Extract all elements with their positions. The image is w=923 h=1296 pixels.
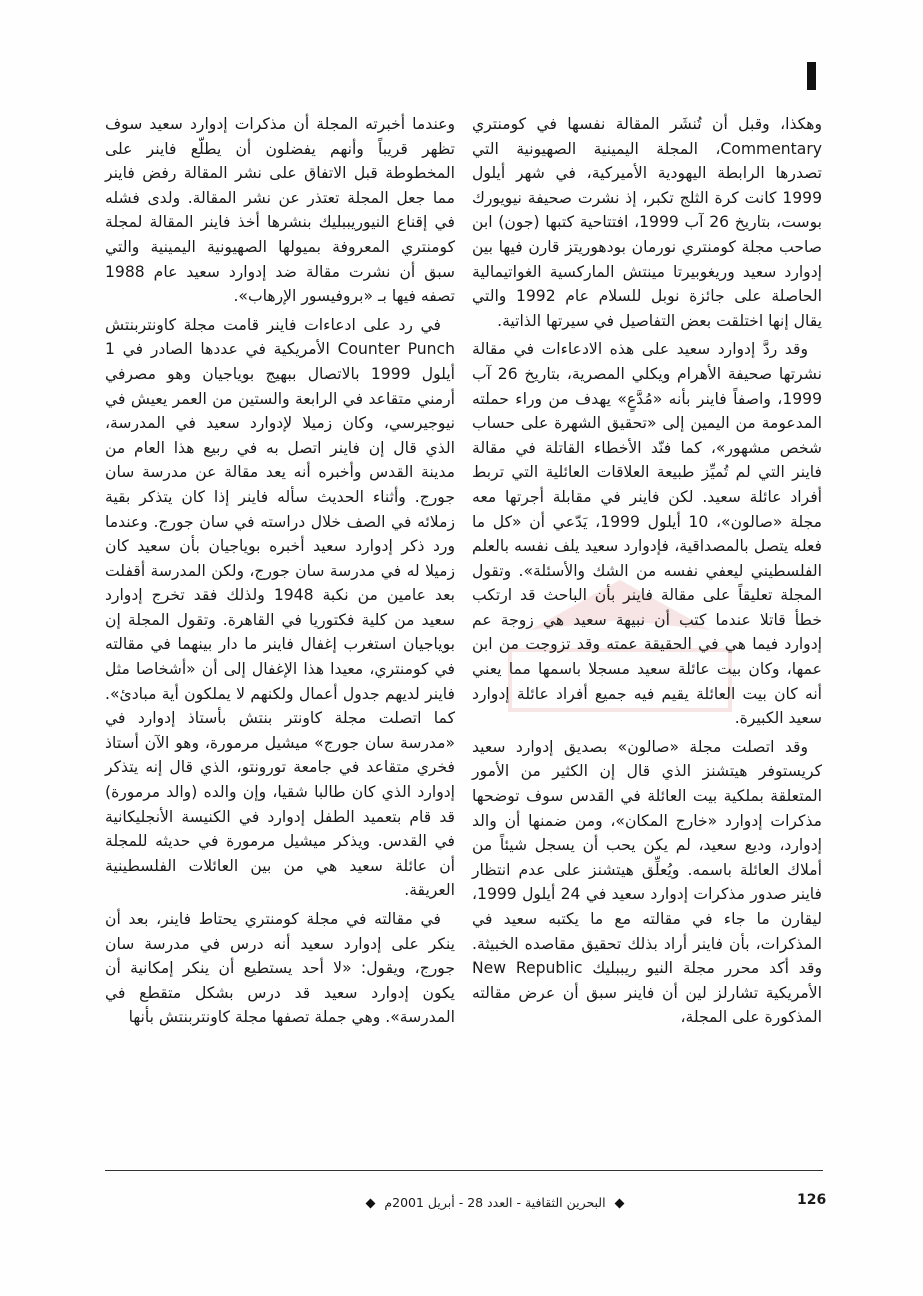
- right-column: [472, 112, 822, 1034]
- diamond-icon: [614, 1199, 624, 1209]
- section-marker: [807, 62, 816, 90]
- page-number: 126: [797, 1192, 827, 1208]
- footer-divider: [105, 1170, 823, 1171]
- footer-text: البحرين الثقافية - العدد 28 - أبريل 2001م: [384, 1195, 606, 1210]
- left-paragraph-1: وعندما أخبرته المجلة أن مذكرات إدوارد سعيد سوف تظهر قريباً وأنهم يفضلون أن يطلّع فاينر على المخطوطة قبل الاتفاق على نشر المقالة رفض فاينر مما جعل المجلة تعتذر عن نشر المقالة. ولدى فشله في إقناع النيوريببليك بنشرها أخذ فاينر المقالة لمجلة كومنتري المعروفة بميولها الصهيونية اليمينية والتي سبق أن نشرت مقالة ضد إدوارد سعيد عام 1988 تصفه فيها بـ «بروفيسور الإرهاب».: [105, 115, 455, 306]
- left-column: [105, 112, 455, 1034]
- right-paragraph-1: وهكذا، وقبل أن تُنشَر المقالة نفسها في كومنتري Commentary، المجلة اليمينية الصهيونية التي تصدرها الرابطة اليهودية الأميركية، في شهر أيلول 1999 كانت كرة الثلج تكبر، إذ نشرت صحيفة نيويورك بوست، بتاريخ 26 آب 1999، افتتاحية كتبها (جون) ابن صاحب مجلة كومنتري نورمان بودهوريتز قارن فيها بين إدوارد سعيد وريغوبيرتا مينتش الماركسية الغواتيمالية الحاصلة على جائزة نوبل للسلام عام 1992 والتي يقال إنها اختلقت بعض التفاصيل في سيرتها الذاتية.: [472, 115, 822, 330]
- right-paragraph-2: وقد ردَّ إدوارد سعيد على هذه الادعاءات في مقالة نشرتها صحيفة الأهرام ويكلي المصرية، بتاريخ 26 آب 1999، واصفاً فاينر بأنه «مُدَّعٍ» يهدف من وراء حملته المدعومة من اليمين إلى «تحقيق الشهرة على حساب شخص مشهور»، كما فنّد الأخطاء القاتلة في مقالة فاينر التي لم تُميِّز طبيعة العلاقات العائلية التي تربط أفراد عائلة سعيد. لكن فاينر في مقابلة أجرتها معه مجلة «صالون»، 10 أيلول 1999، يَدّعي أن «كل ما فعله يتصل بالمصداقية، فإدوارد سعيد يلف نفسه بالعلم الفلسطيني ليعفي نفسه من الشك والأسئلة». وتقول المجلة تعليقاً على مقالة فاينر بأن الباحث قد ارتكب خطأ قاتلا عندما كتب أن نبيهة سعيد هي زوجة عم إدوارد فيما هي في الحقيقة عمته وقد تزوجت من ابن عمها، وكان بيت عائلة سعيد مسجلا باسمها مما يعني أنه كان بيت العائلة يقيم فيه جميع أفراد عائلة إدوارد سعيد الكبيرة.: [472, 340, 822, 728]
- left-paragraph-3: في مقالته في مجلة كومنتري يحتاط فاينر، بعد أن ينكر على إدوارد سعيد أنه درس في مدرسة سان جورج، ويقول: «لا أحد يستطيع أن ينكر إمكانية أن يكون إدوارد سعيد قد درس بشكل متقطع في المدرسة». وهي جملة تصفها مجلة كاونتربنتش بأنها: [105, 910, 455, 1027]
- left-paragraph-2: في رد على ادعاءات فاينر قامت مجلة كاونتربنتش Counter Punch الأمريكية في عددها الصادر في 1 أيلول 1999 بالاتصال ببهيج بوياجيان وهو مصرفي أرمني متقاعد في الرابعة والستين من العمر يعيش في نيوجيرسي، وكان زميلا لإدوارد سعيد في المدرسة، الذي قال إن فاينر اتصل به في ربيع هذا العام من مدينة القدس وأخبره أنه يعد مقالة عن مدرسة سان جورج. وأثناء الحديث سأله فاينر إذا كان يتذكر بقية زملائه في الصف خلال دراسته في سان جورج. وعندما ورد ذكر إدوارد سعيد أخبره بوياجيان بأن سعيد كان زميلا له في مدرسة سان جورج، ولكن المدرسة أقفلت بعد عامين من نكبة 1948 ولذلك فقد تخرج إدوارد سعيد من كلية فكتوريا في القاهرة. وتقول المجلة إن بوياجيان استغرب إغفال فاينر ما دار بينهما في مقالته في كومنتري، معيدا هذا الإغفال إلى أن «أشخاصا مثل فاينر لديهم جدول أعمال ولكنهم لا يملكون أية مبادئ». كما اتصلت مجلة كاونتر بنتش بأستاذ إدوارد في «مدرسة سان جورج» ميشيل مرمورة، وهو الآن أستاذ فخري متقاعد في جامعة تورونتو، الذي قال إنه يتذكر إدوارد الذي كان طالبا شقيا، وإن والده (والد مرمورة) قد قام بتعميد الطفل إدوارد في الكنيسة الأنجليكانية في القدس. ويذكر ميشيل مرمورة في حديثه للمجلة أن عائلة سعيد هي من بين العائلات الفلسطينية العريقة.: [105, 315, 455, 900]
- right-paragraph-3: وقد اتصلت مجلة «صالون» بصديق إدوارد سعيد كريستوفر هيتشنز الذي قال إن الكثير من الأمور المتعلقة بملكية بيت العائلة في القدس سوف توضحها مذكرات إدوارد «خارج المكان»، ومن ضمنها أن والد إدوارد، وديع سعيد، لم يكن يحب أن يسجل شيئاً من أملاك العائلة باسمه. ويُعلِّق هيتشنز على عدم انتظار فاينر صدور مذكرات إدوارد سعيد في 24 أيلول 1999، ليقارن ما جاء في مقالته مع ما يكتبه سعيد في المذكرات، بأن فاينر أراد بذلك تحقيق مقاصده الخبيثة. وقد أكد محرر مجلة النيو ريببليك New Republic الأمريكية تشارلز لين أن فاينر سبق أن عرض مقالته المذكورة على المجلة،: [472, 737, 822, 1027]
- diamond-icon: [366, 1199, 376, 1209]
- footer-issue-info: [305, 1195, 685, 1210]
